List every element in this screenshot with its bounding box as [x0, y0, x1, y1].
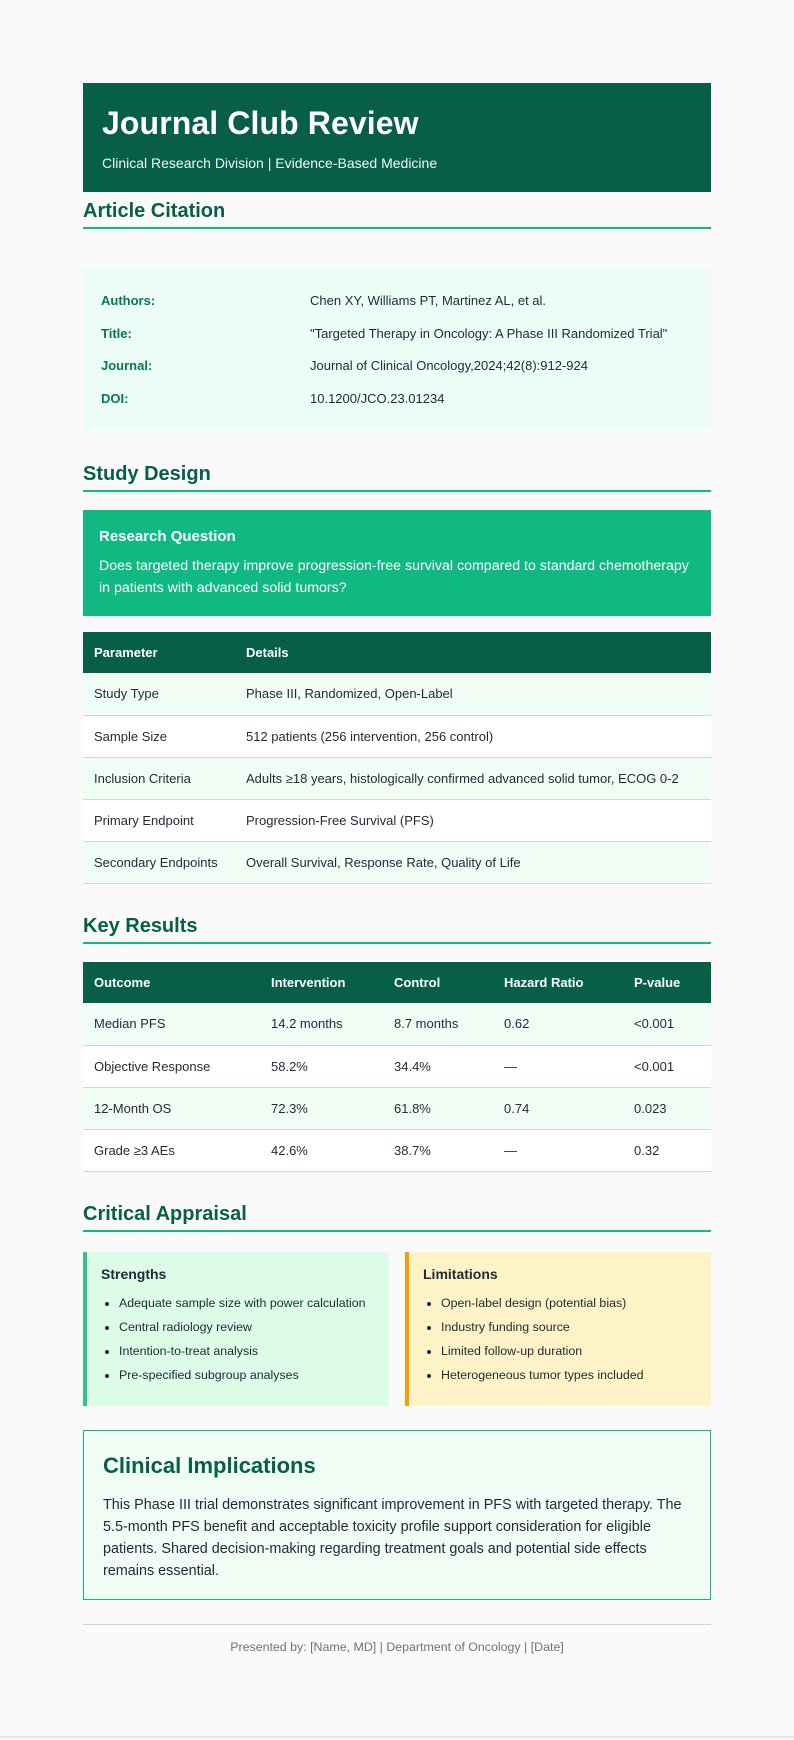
limitations-list: [423, 1291, 698, 1387]
citation-label: Authors:: [101, 293, 156, 308]
table-cell: Study Type: [83, 673, 235, 715]
table-cell: Objective Response: [83, 1045, 260, 1087]
results-table: [83, 962, 711, 1172]
table-cell: Adults ≥18 years, histologically confirmed advanced solid tumor, ECOG 0-2: [235, 757, 711, 799]
table-cell: 0.62: [493, 1003, 623, 1045]
table-cell: <0.001: [623, 1045, 711, 1087]
table-cell: Progression-Free Survival (PFS): [235, 799, 711, 841]
list-item: • Limited follow-up duration: [441, 1339, 698, 1363]
citation-value: Chen XY, Williams PT, Martinez AL, et al.: [310, 293, 547, 308]
list-item: • Central radiology review: [119, 1315, 376, 1339]
page-title: Journal Club Review: [102, 105, 419, 141]
column-header: Hazard Ratio: [493, 962, 623, 1003]
table-row: [83, 715, 711, 757]
list-item: • Adequate sample size with power calculation: [119, 1291, 376, 1315]
list-item: • Industry funding source: [441, 1315, 698, 1339]
table-cell: 0.74: [493, 1087, 623, 1129]
strengths-heading: Strengths: [101, 1266, 167, 1282]
table-cell: Median PFS: [83, 1003, 260, 1045]
footer: [83, 1624, 711, 1672]
strengths-list: [101, 1291, 376, 1387]
column-header: Outcome: [83, 962, 260, 1003]
header-banner: [83, 83, 711, 192]
citation-row-doi: [101, 391, 693, 424]
table-row: [83, 673, 711, 715]
table-cell: Inclusion Criteria: [83, 757, 235, 799]
table-cell: 8.7 months: [383, 1003, 493, 1045]
clinical-implications-heading: Clinical Implications: [103, 1453, 316, 1478]
list-item: • Intention-to-treat analysis: [119, 1339, 376, 1363]
list-item: • Pre-specified subgroup analyses: [119, 1363, 376, 1387]
column-header: Control: [383, 962, 493, 1003]
table-row: [83, 841, 711, 883]
citation-row-title: [101, 326, 693, 359]
column-header: Details: [235, 632, 711, 673]
section-title-study-design: Study Design: [83, 460, 711, 492]
table-cell: Primary Endpoint: [83, 799, 235, 841]
citation-label: DOI:: [101, 390, 129, 406]
table-cell: 38.7%: [383, 1129, 493, 1171]
table-row: [83, 757, 711, 799]
list-item: • Open-label design (potential bias): [441, 1291, 698, 1315]
appraisal-columns: [83, 1252, 711, 1406]
section-title-citation: Article Citation: [83, 197, 711, 229]
results-table-wrapper: [83, 962, 711, 1172]
table-cell: 34.4%: [383, 1045, 493, 1087]
table-cell: <0.001: [623, 1003, 711, 1045]
table-cell: 14.2 months: [260, 1003, 383, 1045]
citation-box: [83, 268, 711, 430]
study-design-table: [83, 632, 711, 884]
clinical-implications-box: [83, 1430, 711, 1600]
research-question-box: [83, 510, 711, 616]
table-cell: 0.32: [623, 1129, 711, 1171]
table-cell: 72.3%: [260, 1087, 383, 1129]
table-row: [83, 1129, 711, 1171]
page-subtitle: Clinical Research Division | Evidence-Based Medicine: [102, 155, 438, 171]
table-header-row: [83, 962, 711, 1003]
table-cell: Grade ≥3 AEs: [83, 1129, 260, 1171]
citation-row-authors: [101, 293, 693, 326]
citation-value: 10.1200/JCO.23.01234: [310, 390, 445, 406]
citation-label: Journal:: [101, 358, 153, 373]
study-design-table-wrapper: [83, 632, 711, 884]
column-header: Parameter: [83, 632, 235, 673]
column-header: P-value: [623, 962, 711, 1003]
section-title-critical-appraisal: Critical Appraisal: [83, 1200, 711, 1232]
citation-value: "Targeted Therapy in Oncology: A Phase III Randomized Trial": [310, 325, 668, 341]
section-title-key-results: Key Results: [83, 912, 711, 944]
research-question-heading: Research Question: [99, 528, 236, 545]
table-cell: Sample Size: [83, 715, 235, 757]
citation-label: Title:: [101, 325, 132, 341]
table-row: [83, 1045, 711, 1087]
table-cell: —: [493, 1045, 623, 1087]
table-cell: 58.2%: [260, 1045, 383, 1087]
table-cell: 12-Month OS: [83, 1087, 260, 1129]
table-row: [83, 799, 711, 841]
citation-value: Journal of Clinical Oncology,2024;42(8):912-924: [310, 358, 588, 373]
citation-row-journal: [101, 358, 693, 391]
list-item: • Heterogeneous tumor types included: [441, 1363, 698, 1387]
clinical-implications-text: This Phase III trial demonstrates significant improvement in PFS with targeted therapy. The 5.5-month PFS benefit and acceptable toxicity profile support consideration for eligible patients. Shared decision-making regarding treatment goals and potential side effects remains essential.: [103, 1497, 682, 1579]
footer-text: Presented by: [Name, MD] | Department of Oncology | [Date]: [230, 1640, 564, 1654]
limitations-heading: Limitations: [423, 1266, 498, 1282]
research-question-text: Does targeted therapy improve progression-free survival compared to standard chemotherapy in patients with advanced solid tumors?: [99, 558, 689, 596]
table-cell: Phase III, Randomized, Open-Label: [235, 673, 711, 715]
table-cell: 42.6%: [260, 1129, 383, 1171]
column-header: Intervention: [260, 962, 383, 1003]
table-cell: —: [493, 1129, 623, 1171]
table-row: [83, 1003, 711, 1045]
table-row: [83, 1087, 711, 1129]
table-cell: 0.023: [623, 1087, 711, 1129]
table-cell: Secondary Endpoints: [83, 841, 235, 883]
strengths-box: [83, 1252, 389, 1406]
table-cell: Overall Survival, Response Rate, Quality of Life: [235, 841, 711, 883]
table-header-row: [83, 632, 711, 673]
table-cell: 61.8%: [383, 1087, 493, 1129]
table-cell: 512 patients (256 intervention, 256 control): [235, 715, 711, 757]
limitations-box: [405, 1252, 711, 1406]
